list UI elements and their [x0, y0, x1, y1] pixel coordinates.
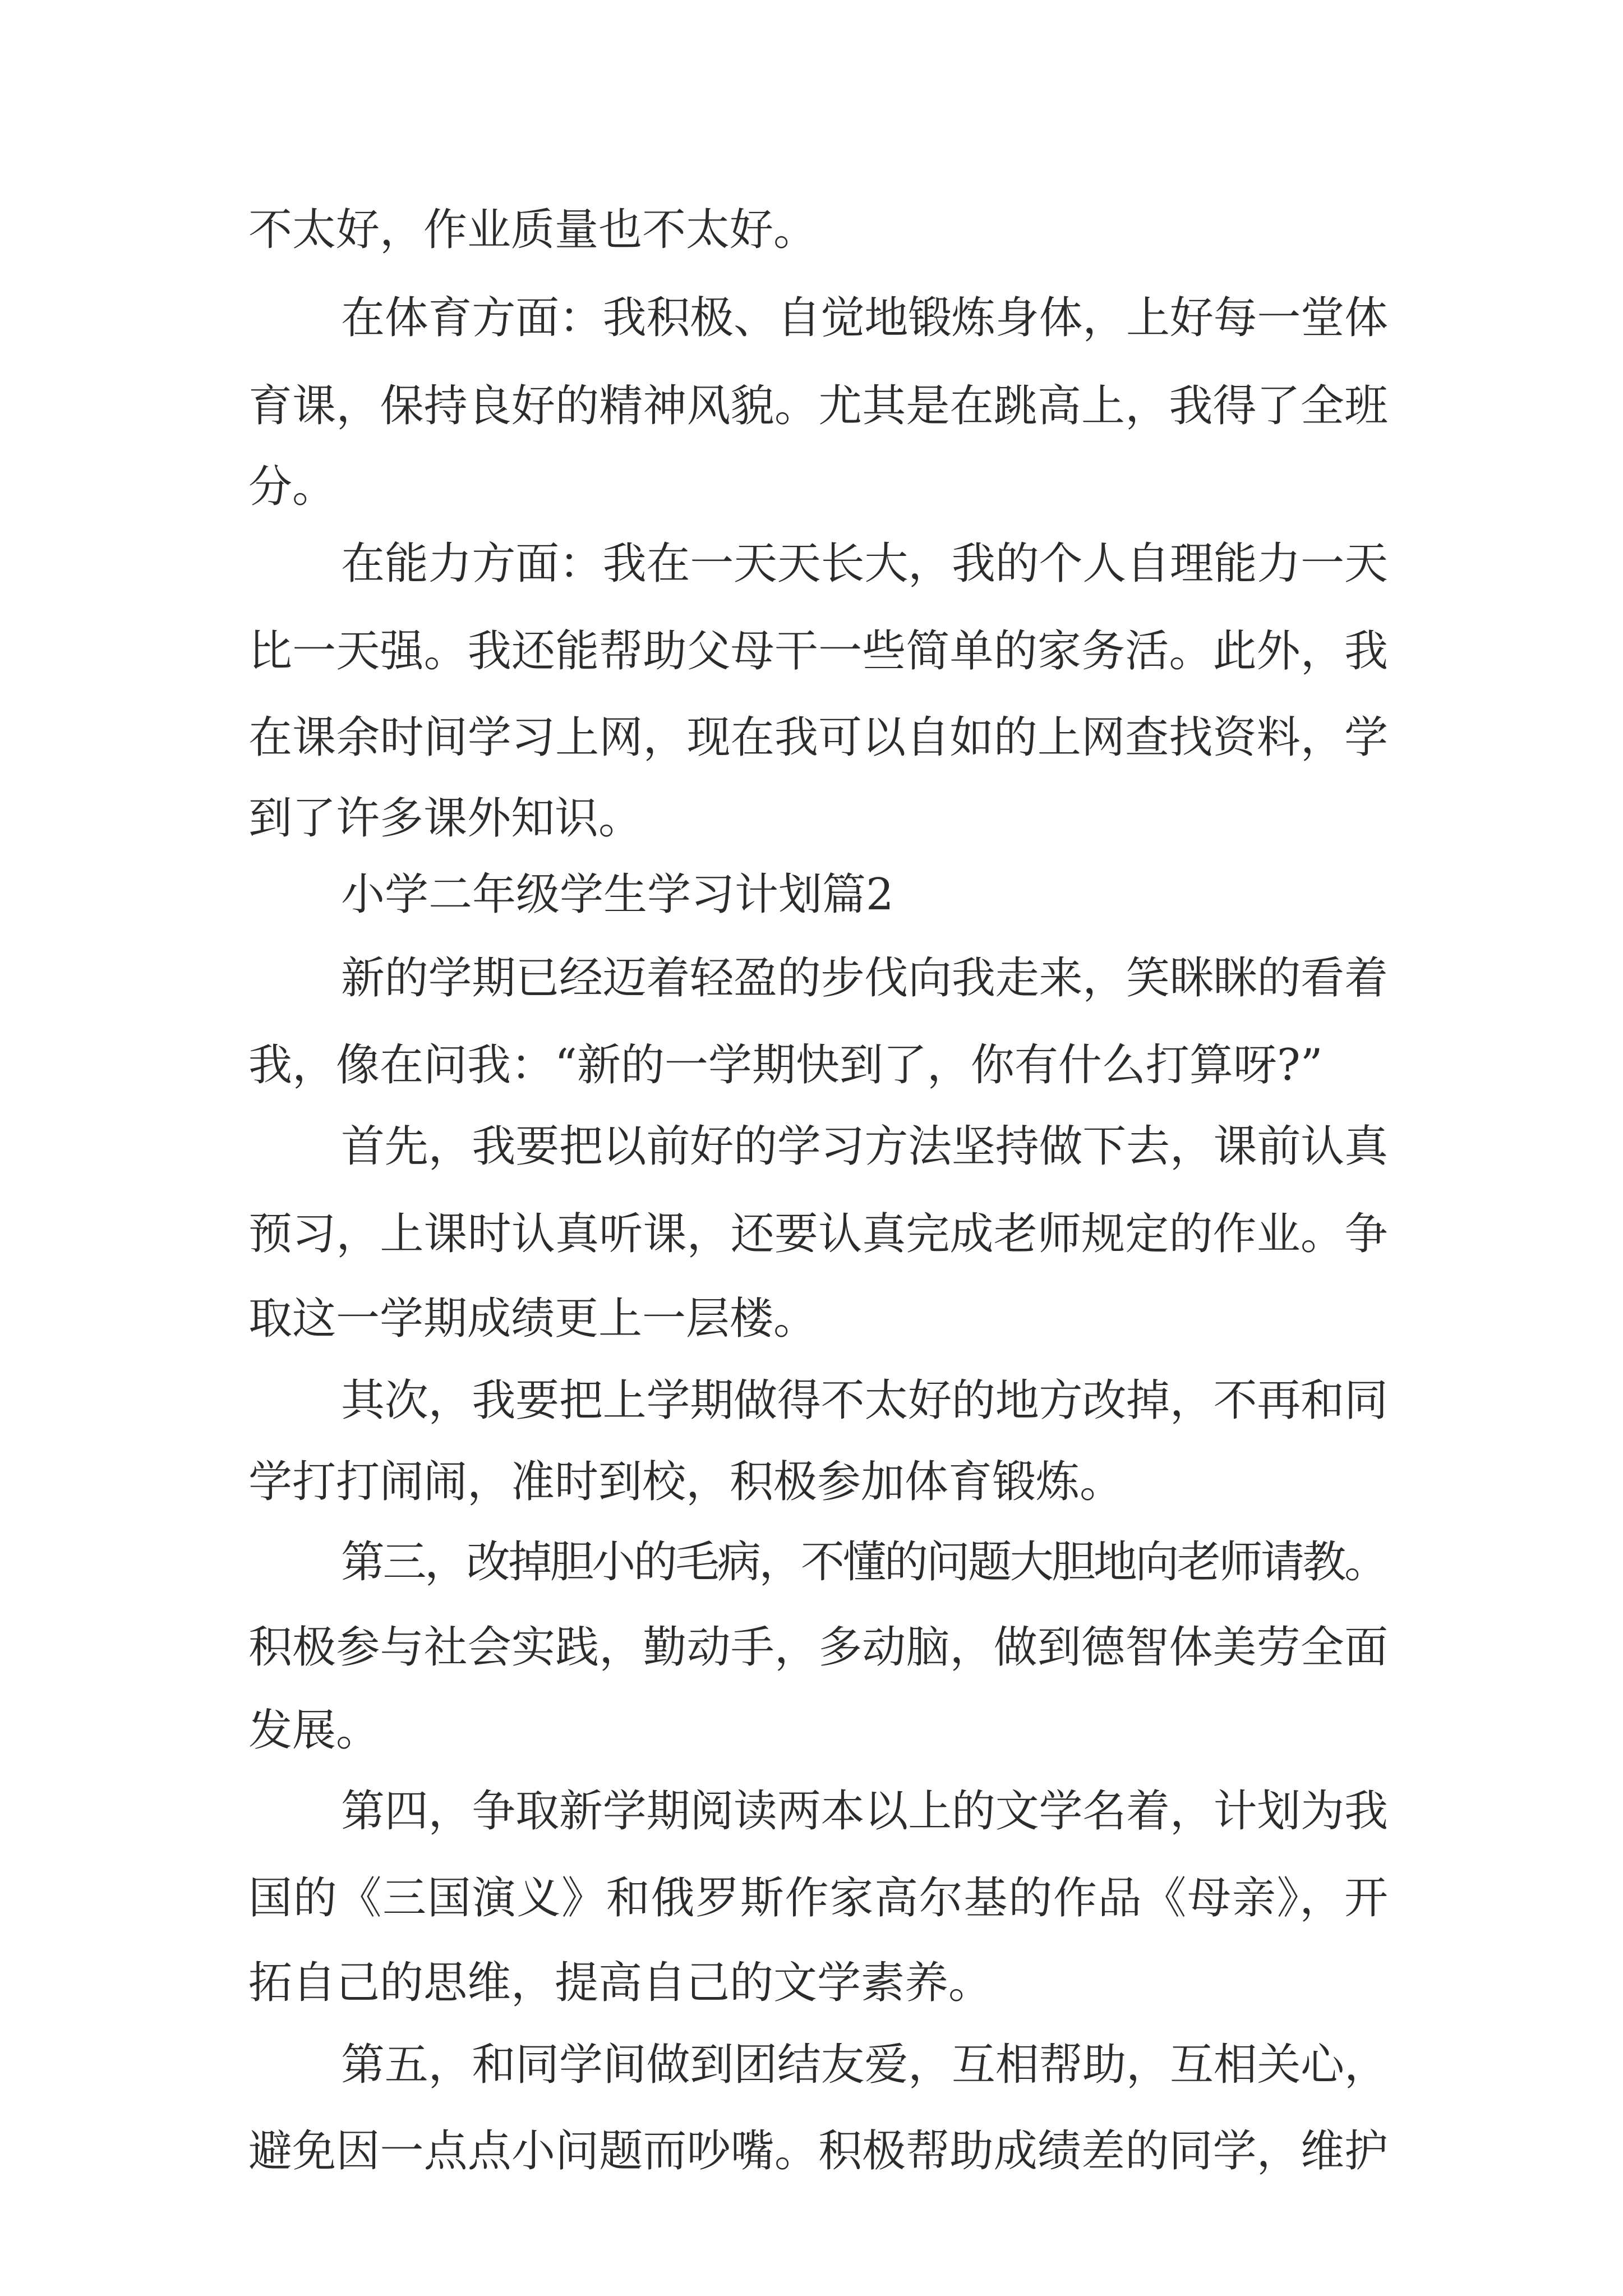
body-text-line: 在课余时间学习上网，现在我可以自如的上网查找资料，学 — [248, 712, 1389, 763]
body-text-line: 分。 — [248, 462, 336, 512]
body-text-line: 国的《三国演义》和俄罗斯作家高尔基的作品《母亲》，开 — [248, 1873, 1389, 1924]
paragraph-first-line: 第五，和同学间做到团结友爱，互相帮助，互相关心， — [341, 2040, 1388, 2090]
body-text-line: 避免因一点点小问题而吵嘴。积极帮助成绩差的同学，维护 — [248, 2126, 1389, 2177]
paragraph-first-line: 首先，我要把以前好的学习方法坚持做下去，课前认真 — [341, 1121, 1388, 1172]
body-text-line: 积极参与社会实践，勤动手，多动脑，做到德智体美劳全面 — [248, 1622, 1389, 1673]
body-text-line: 我，像在问我：“新的一学期快到了，你有什么打算呀?” — [248, 1040, 1323, 1091]
body-text-line: 到了许多课外知识。 — [248, 793, 643, 844]
body-text-line: 取这一学期成绩更上一层楼。 — [248, 1294, 818, 1344]
body-text-line: 拓自己的思维，提高自己的文学素养。 — [248, 1958, 993, 2008]
paragraph-first-line: 新的学期已经迈着轻盈的步伐向我走来，笑眯眯的看着 — [341, 953, 1388, 1004]
paragraph-first-line: 在能力方面：我在一天天长大，我的个人自理能力一天 — [341, 539, 1388, 589]
paragraph-first-line: 在体育方面：我积极、自觉地锻炼身体，上好每一堂体 — [341, 293, 1388, 343]
body-text-line: 学打打闹闹，准时到校，积极参加体育锻炼。 — [248, 1457, 1124, 1507]
body-text-line: 不太好，作业质量也不太好。 — [248, 205, 818, 255]
body-text-line: 预习，上课时认真听课，还要认真完成老师规定的作业。争 — [248, 1209, 1389, 1259]
body-text-line: 比一天强。我还能帮助父母干一些简单的家务活。此外，我 — [248, 626, 1389, 677]
paragraph-first-line: 其次，我要把上学期做得不太好的地方改掉，不再和同 — [341, 1375, 1388, 1426]
paragraph-first-line: 第四，争取新学期阅读两本以上的文学名着，计划为我 — [341, 1786, 1388, 1837]
body-text-line: 育课，保持良好的精神风貌。尤其是在跳高上，我得了全班 — [248, 381, 1389, 431]
paragraph-first-line: 第三，改掉胆小的毛病，不懂的问题大胆地向老师请教。 — [341, 1537, 1386, 1588]
section-heading: 小学二年级学生学习计划篇2 — [341, 869, 894, 920]
body-text-line: 发展。 — [248, 1705, 380, 1756]
